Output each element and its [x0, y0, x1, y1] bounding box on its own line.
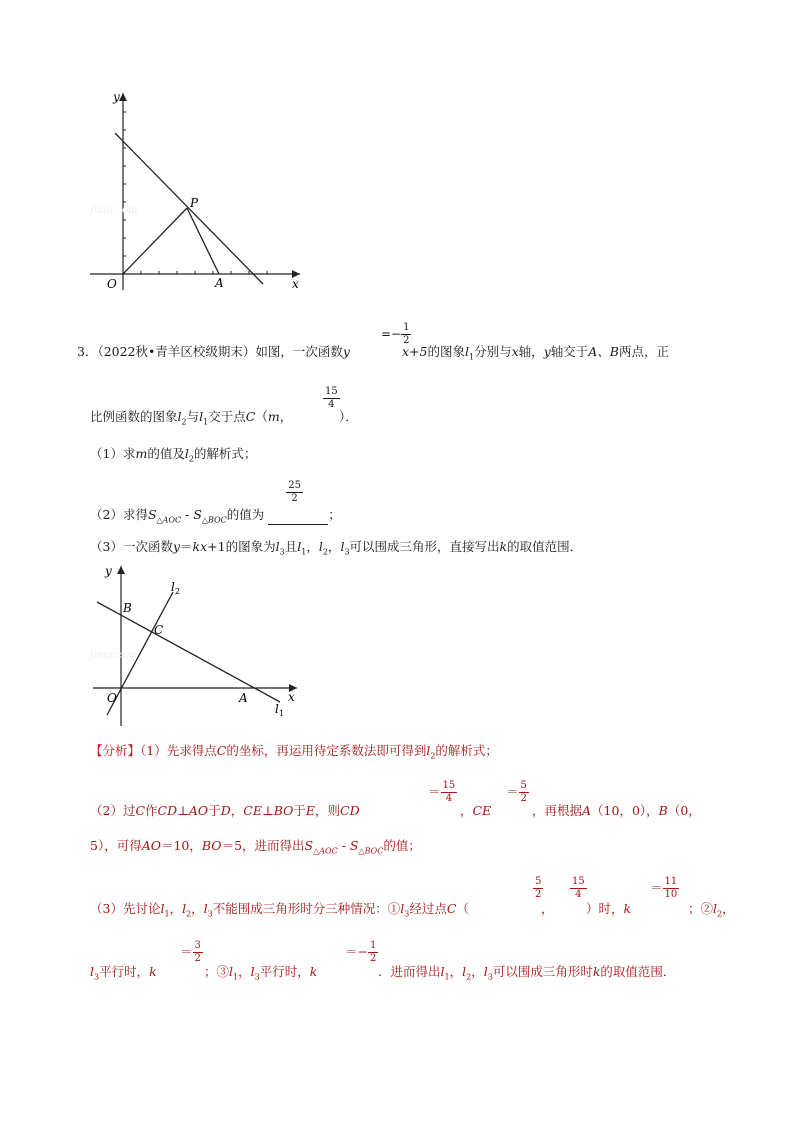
frac-den: 2 — [194, 953, 201, 964]
sub: 3 — [279, 547, 285, 557]
frac-num: 5 — [535, 876, 542, 887]
question-number: 3． — [77, 344, 98, 359]
frac-num: 3 — [194, 940, 201, 951]
p3-frac-4 — [180, 940, 203, 965]
frac-den: 10 — [664, 889, 678, 900]
var-s: S — [193, 507, 202, 522]
var-l1: l — [440, 964, 445, 979]
eq-tail: x+5 — [402, 344, 428, 359]
origin-label: O — [107, 277, 117, 291]
sub: 1 — [469, 352, 475, 362]
var-k: k — [623, 901, 632, 916]
text: ， — [191, 901, 204, 916]
figure-2-graph — [85, 560, 310, 730]
p3-k1 — [586, 899, 631, 917]
point-c: C — [135, 803, 146, 818]
text: 平行时， — [259, 964, 310, 979]
analysis-tag: 【分析】 — [90, 743, 141, 758]
text: ， — [460, 803, 473, 818]
var-l1: l — [160, 901, 165, 916]
text: 的取值范围． — [507, 539, 583, 554]
frac-den: 2 — [291, 492, 298, 504]
var-l2: l — [462, 964, 467, 979]
frac-den: 2 — [403, 335, 410, 346]
text: ＝ — [650, 880, 663, 895]
l1-label: $l_1$ — [275, 702, 284, 718]
text: ， — [327, 539, 341, 554]
var-l1: l — [199, 409, 204, 424]
sub: 1 — [444, 972, 450, 982]
var-l1: l — [297, 539, 302, 554]
text: 轴交于 — [550, 344, 589, 359]
text: - — [337, 838, 350, 853]
eq-sign: =− — [381, 327, 402, 341]
sub: 3 — [344, 547, 350, 557]
analysis-p2-line1 — [90, 801, 360, 819]
frac-num: 15 — [572, 876, 585, 887]
text: ）． — [339, 409, 358, 424]
var-l1: l — [465, 344, 469, 359]
text: ， — [449, 964, 463, 979]
frac-den: 2 — [535, 889, 542, 900]
var-s: S — [349, 838, 359, 853]
frac-num: 11 — [664, 876, 678, 887]
analysis-p2-line2 — [90, 836, 421, 856]
text: 可以围成三角形，直接写出 — [349, 539, 500, 554]
answer-fraction — [286, 480, 303, 505]
fraction-15-4 — [570, 876, 587, 901]
var-l2: l — [184, 446, 189, 461]
fraction-5-2 — [533, 876, 543, 901]
p3-line1-end — [688, 899, 735, 919]
x-axis-label: x — [292, 277, 299, 291]
var-l2: l — [318, 539, 323, 554]
text: 经过点 — [409, 901, 447, 916]
part-2 — [90, 479, 341, 525]
sub: 2 — [186, 909, 192, 919]
sub: 2 — [181, 417, 187, 427]
var-k: k — [592, 964, 601, 979]
frac-num: 15 — [442, 780, 456, 791]
text: 的值及 — [147, 446, 185, 461]
seg-ce: CE — [472, 803, 492, 818]
text: 与 — [186, 409, 200, 424]
p3-frac-3 — [650, 876, 679, 901]
text: ；③ — [204, 964, 230, 979]
text: 的值为 — [226, 507, 265, 522]
frac-den: 4 — [445, 793, 453, 804]
var-l2: l — [182, 901, 187, 916]
text: ， — [306, 539, 319, 554]
sub: 3 — [94, 972, 100, 982]
text: ．进而得出 — [378, 964, 441, 979]
text: ， — [541, 901, 554, 916]
sub: △BOC — [201, 515, 227, 525]
frac-num: 15 — [325, 386, 338, 397]
text: （3）一次函数 — [90, 539, 173, 554]
question-line-2-end — [339, 407, 358, 425]
fraction-15-4 — [323, 386, 340, 411]
p3-frac-1 — [533, 876, 543, 901]
points-ab: A、B — [588, 344, 619, 359]
cd-value — [428, 780, 457, 805]
var-y: y — [172, 539, 181, 554]
point-c: C — [216, 743, 227, 758]
p3-line2-end — [378, 962, 675, 982]
watermark: Jiner.com — [90, 205, 138, 216]
text: 的取值范围． — [600, 964, 676, 979]
var-k: k — [149, 964, 157, 979]
frac-den: 2 — [520, 793, 527, 804]
segment-op — [123, 208, 187, 274]
y-axis-arrow — [119, 93, 127, 101]
y-axis-arrow — [117, 566, 125, 574]
question-line-2 — [90, 407, 292, 427]
text: 于 — [293, 803, 306, 818]
sub: △AOC — [156, 515, 182, 525]
var-l2: l — [426, 743, 431, 758]
text: （10，0）， — [591, 803, 659, 818]
seg-cd: CD — [157, 803, 178, 818]
y-axis-label: y — [113, 90, 120, 104]
y-axis-label: y — [105, 564, 112, 578]
var-y: y — [543, 344, 551, 359]
p3-comma — [541, 899, 554, 917]
text: 轴， — [518, 344, 544, 359]
text: 且 — [284, 539, 298, 554]
text: 的解析式； — [435, 743, 498, 758]
part-3 — [90, 537, 582, 557]
text: ）时， — [586, 901, 624, 916]
text: ；② — [688, 901, 714, 916]
point-b-label: B — [123, 601, 132, 615]
analysis-p1 — [90, 741, 498, 761]
point-a: A — [582, 803, 592, 818]
answer-blank[interactable] — [268, 479, 328, 525]
part-1 — [90, 444, 256, 464]
text: ； — [328, 507, 341, 522]
frac-den: 4 — [328, 399, 335, 410]
frac-num: 5 — [520, 780, 527, 791]
sub: 1 — [203, 417, 209, 427]
text: （3）先讨论 — [90, 901, 161, 916]
var-s: S — [147, 507, 157, 522]
analysis-p2-line1-end — [532, 801, 701, 819]
seg-cd: CD — [340, 803, 360, 818]
var-x: x — [511, 344, 519, 359]
var-l3: l — [340, 539, 345, 554]
text: ， — [169, 901, 183, 916]
var-k: k — [499, 539, 508, 554]
var-l3: l — [275, 539, 280, 554]
sub: 2 — [717, 909, 723, 919]
text: 交于点 — [208, 409, 246, 424]
text: ＝5，进而得出 — [221, 838, 305, 853]
point-c: C — [446, 901, 457, 916]
text: ，再根据 — [532, 803, 583, 818]
figure-1-graph — [85, 85, 315, 295]
text: 两点，正 — [618, 344, 669, 359]
var-m: m — [267, 409, 280, 424]
l2-label: $l_2$ — [171, 580, 180, 596]
text: （2）过 — [90, 803, 136, 818]
frac-num: 25 — [288, 479, 301, 491]
var-s: S — [304, 838, 314, 853]
point-a-label: A — [215, 276, 224, 290]
text: 比例函数的图象 — [90, 409, 178, 424]
text: 分别与 — [474, 344, 512, 359]
sub: 2 — [322, 547, 328, 557]
sub: 3 — [487, 972, 493, 982]
text: 可以围成三角形时 — [492, 964, 593, 979]
text: （1）求 — [90, 446, 136, 461]
sub: 2 — [188, 454, 194, 464]
text: ＝ — [506, 784, 519, 799]
text: 的图象 — [427, 344, 465, 359]
sub: 1 — [233, 972, 239, 982]
perp: ⊥ — [177, 803, 189, 818]
text: ， — [279, 409, 293, 424]
text: 5），可得 — [90, 838, 142, 853]
text: 于 — [208, 803, 221, 818]
point-b: B — [658, 803, 668, 818]
var-l1: l — [229, 964, 234, 979]
fraction-5-2 — [519, 780, 529, 805]
text: 平行时， — [99, 964, 150, 979]
sub: 2 — [466, 972, 472, 982]
text: ＝10， — [160, 838, 202, 853]
analysis-p3-line2 — [90, 962, 157, 982]
frac-num: 1 — [403, 322, 410, 333]
fraction-3-2 — [193, 940, 203, 965]
sub: 3 — [254, 972, 260, 982]
text: +1的图象为 — [207, 539, 276, 554]
ce-label — [460, 801, 491, 819]
perp: ⊥ — [261, 803, 274, 818]
seg-bo: BO — [273, 803, 294, 818]
ce-value — [506, 780, 529, 805]
question-source: （2022秋•青羊区校级期末） — [97, 344, 256, 359]
var-m: m — [135, 446, 148, 461]
p3-frac-5 — [345, 940, 378, 965]
text: ＝− — [345, 944, 368, 959]
question-text: 如图，一次函数 — [255, 344, 343, 359]
text: ， — [471, 964, 484, 979]
text: ， — [722, 901, 735, 916]
fraction-1-2 — [368, 940, 378, 965]
sub: 1 — [301, 547, 307, 557]
question-line-1b — [402, 342, 669, 362]
text: ， — [238, 964, 251, 979]
text: 作 — [145, 803, 158, 818]
var-l3: l — [203, 901, 208, 916]
text: （1）先求得点 — [140, 743, 217, 758]
text: （ — [255, 409, 268, 424]
text: ＝ — [428, 784, 441, 799]
text: （0， — [667, 803, 701, 818]
var-l3: l — [90, 964, 94, 979]
var-k: k — [309, 964, 318, 979]
sub: 3 — [207, 909, 213, 919]
text: 不能围成三角形时分三种情况：① — [212, 901, 401, 916]
text: ，则 — [315, 803, 341, 818]
c-y-fraction — [323, 386, 340, 411]
frac-den: 4 — [575, 889, 582, 900]
seg-ao: AO — [188, 803, 209, 818]
text: （ — [456, 901, 469, 916]
point-c-label: C — [154, 623, 164, 637]
seg-ao: AO — [141, 838, 161, 853]
p3-line2-mid — [204, 962, 317, 982]
var-l3: l — [483, 964, 488, 979]
point-c: C — [245, 409, 256, 424]
text: ＝ — [180, 539, 193, 554]
point-e: E — [305, 803, 316, 818]
var-l2: l — [177, 409, 182, 424]
sub: 1 — [164, 909, 170, 919]
text: ＝ — [180, 944, 193, 959]
point-d: D — [220, 803, 231, 818]
fraction-15-4 — [441, 780, 458, 805]
question-line-1 — [77, 342, 350, 360]
text: ， — [230, 803, 244, 818]
sub: △BOC — [358, 846, 384, 856]
text: 的坐标，再运用待定系数法即可得到 — [226, 743, 427, 758]
var-l3: l — [400, 901, 405, 916]
point-a-label: A — [239, 691, 248, 705]
sub: △AOC — [313, 846, 338, 856]
sub: 2 — [430, 751, 436, 761]
fraction-11-10 — [663, 876, 680, 901]
text: 的值； — [383, 838, 421, 853]
text: 的解析式； — [193, 446, 257, 461]
var-l3: l — [250, 964, 255, 979]
p3-frac-2 — [570, 876, 587, 901]
point-p-label: P — [190, 196, 199, 210]
frac-num: 1 — [369, 940, 377, 951]
watermark: Jiner.com — [90, 650, 138, 661]
sub: 3 — [404, 909, 410, 919]
analysis-p3-line1 — [90, 899, 469, 919]
text: - — [181, 507, 194, 522]
var-y: y — [342, 344, 350, 359]
segment-pa — [187, 208, 219, 274]
seg-bo: BO — [201, 838, 222, 853]
x-axis-label: x — [288, 690, 295, 704]
var-l2: l — [713, 901, 718, 916]
frac-den: 2 — [369, 953, 377, 964]
seg-ce: CE — [243, 803, 262, 818]
text: （2）求得 — [90, 507, 148, 522]
origin-label: O — [107, 691, 117, 705]
var-kx: kx — [192, 539, 208, 554]
